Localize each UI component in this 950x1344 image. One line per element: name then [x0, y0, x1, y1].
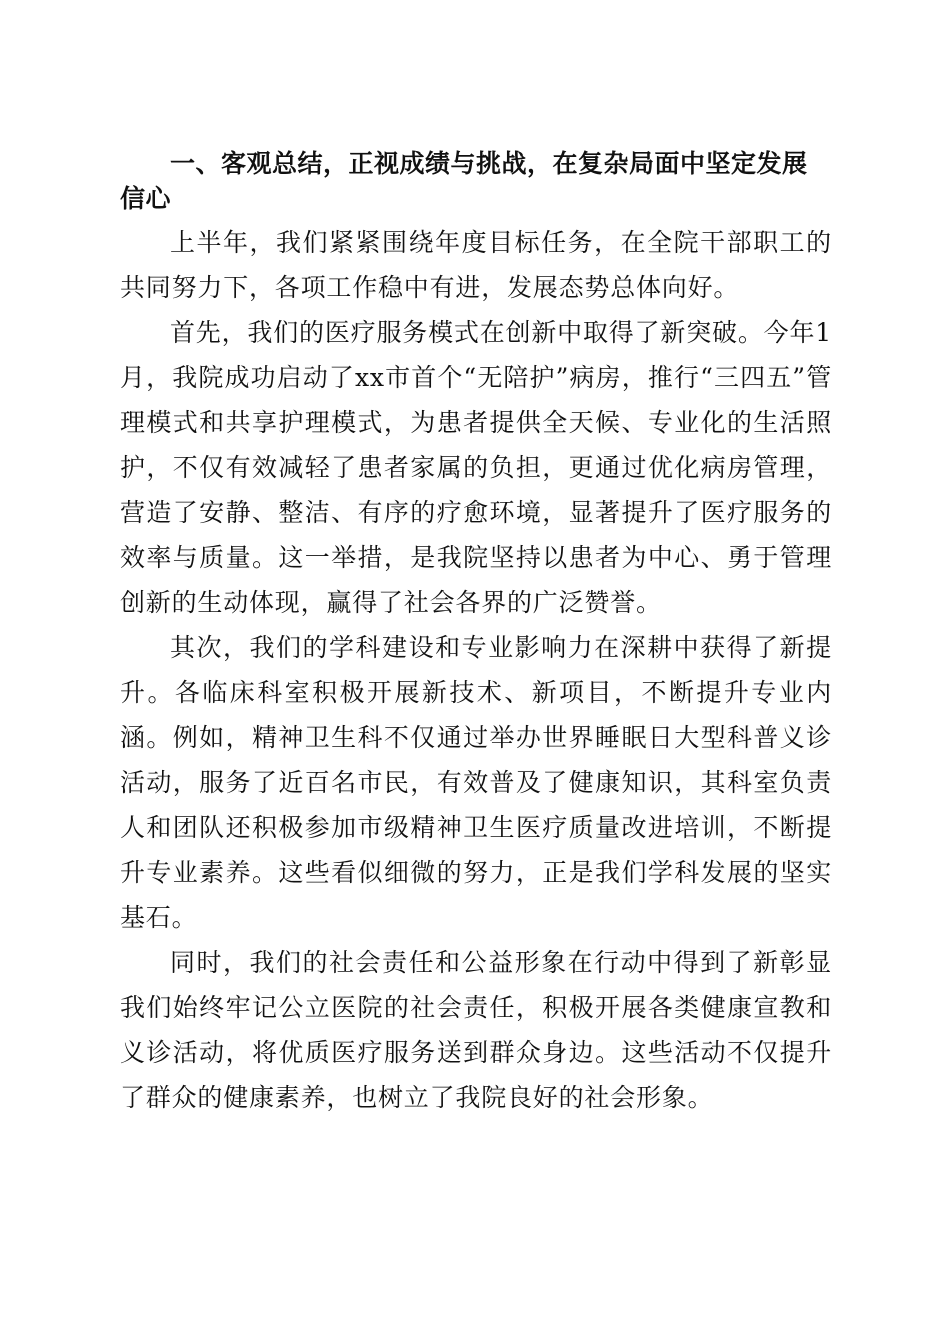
paragraph-discipline-building: 其次，我们的学科建设和专业影响力在深耕中获得了新提升。各临床科室积极开展新技术、新项目，不断提升专业内涵。例如，精神卫生科不仅通过举办世界睡眠日大型科普义诊活动，服务了近百名市民，有效普及了健康知识，其科室负责人和团队还积极参加市级精神卫生医疗质量改进培训，不断提升专业素养。这些看似细微的努力，正是我们学科发展的坚实基石。 [120, 633, 832, 932]
paragraph-service-model: 首先，我们的医疗服务模式在创新中取得了新突破。今年1月，我院成功启动了xx市首个“无陪护”病房，推行“三四五”管理模式和共享护理模式，为患者提供全天候、专业化的生活照护，不仅有效减轻了患者家属的负担，更通过优化病房管理，营造了安静、整洁、有序的疗愈环境，显著提升了医疗服务的效率与质量。这一举措，是我院坚持以患者为中心、勇于管理创新的生动体现，赢得了社会各界的广泛赞誉。 [120, 318, 832, 617]
document-body [120, 138, 832, 1120]
section-heading: 一、客观总结，正视成绩与挑战，在复杂局面中坚定发展信心 [120, 149, 808, 213]
paragraph-social-responsibility: 同时，我们的社会责任和公益形象在行动中得到了新彰显我们始终牢记公立医院的社会责任，积极开展各类健康宣教和义诊活动，将优质医疗服务送到群众身边。这些活动不仅提升了群众的健康素养，也树立了我院良好的社会形象。 [120, 948, 832, 1112]
paragraph-first-half-summary: 上半年，我们紧紧围绕年度目标任务，在全院干部职工的共同努力下，各项工作稳中有进，发展态势总体向好。 [120, 228, 832, 302]
